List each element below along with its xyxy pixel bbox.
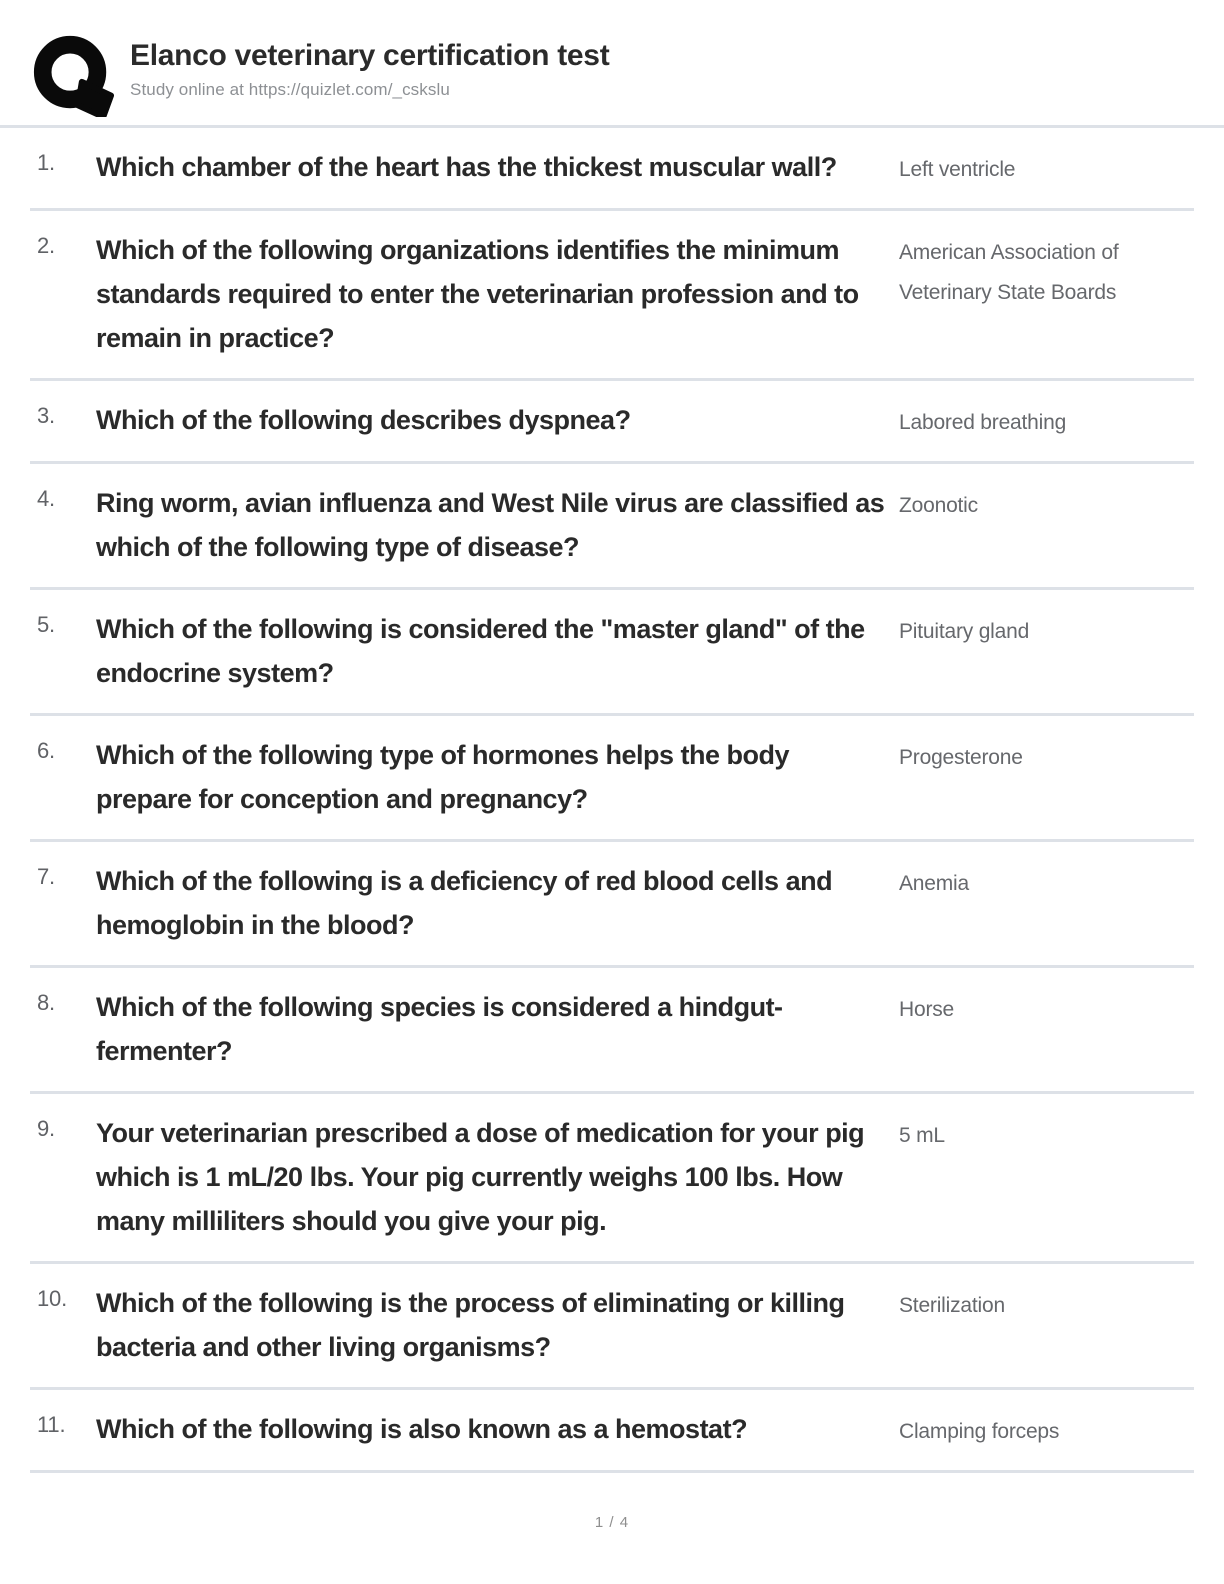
- answer-text: Labored breathing: [899, 411, 1067, 434]
- qa-row-2: [30, 211, 1194, 381]
- answer-text: Sterilization: [899, 1294, 1005, 1317]
- question-number: 4.: [37, 486, 55, 511]
- answer-text: Clamping forceps: [899, 1420, 1060, 1443]
- question-text: Which of the following describes dyspnea?: [96, 405, 631, 435]
- qa-row-9: [30, 1094, 1194, 1264]
- answer-text: Anemia: [899, 872, 970, 895]
- answer-text: Left ventricle: [899, 158, 1016, 181]
- question-text: Which chamber of the heart has the thickest muscular wall?: [96, 152, 837, 182]
- page-title: Elanco veterinary certification test: [130, 39, 610, 72]
- page-number: 1 / 4: [594, 1514, 630, 1531]
- answer-text: 5 mL: [899, 1124, 945, 1147]
- qa-row-8: [30, 968, 1194, 1094]
- question-number: 6.: [37, 738, 55, 763]
- question-number: 7.: [37, 864, 55, 889]
- question-number: 3.: [37, 403, 55, 428]
- qa-row-3: [30, 381, 1194, 464]
- answer-text: Zoonotic: [899, 494, 978, 517]
- quizlet-q-logo-icon: [30, 33, 116, 117]
- question-number: 1.: [37, 150, 55, 175]
- answer-text: American Association of Veterinary State Boards: [899, 241, 1119, 304]
- question-number: 5.: [37, 612, 55, 637]
- question-text: Which of the following is the process of eliminating or killing bacteria and other living organisms?: [96, 1288, 845, 1362]
- question-text: Which of the following species is considered a hindgut-fermenter?: [96, 992, 783, 1066]
- qa-row-4: [30, 464, 1194, 590]
- question-number: 11.: [37, 1412, 66, 1437]
- question-number: 8.: [37, 990, 55, 1015]
- question-number: 9.: [37, 1116, 55, 1141]
- question-list: [30, 128, 1194, 1473]
- header: [0, 0, 1224, 128]
- question-text: Which of the following organizations identifies the minimum standards required to enter the veterinarian profession and to remain in practice?: [96, 235, 859, 353]
- qa-row-10: [30, 1264, 1194, 1390]
- question-text: Your veterinarian prescribed a dose of medication for your pig which is 1 mL/20 lbs. Your pig currently weighs 100 lbs. How many milliliters should you give your pig.: [96, 1118, 865, 1236]
- question-text: Which of the following is considered the "master gland" of the endocrine system?: [96, 614, 865, 688]
- question-number: 10.: [37, 1286, 67, 1311]
- study-online-url: Study online at https://quizlet.com/_cskslu: [130, 80, 450, 99]
- qa-row-11: [30, 1390, 1194, 1473]
- qa-row-1: [30, 128, 1194, 211]
- question-text: Which of the following is a deficiency of red blood cells and hemoglobin in the blood?: [96, 866, 833, 940]
- qa-row-7: [30, 842, 1194, 968]
- qa-row-5: [30, 590, 1194, 716]
- question-text: Which of the following is also known as a hemostat?: [96, 1414, 748, 1444]
- qa-row-6: [30, 716, 1194, 842]
- header-text: [130, 33, 609, 100]
- answer-text: Pituitary gland: [899, 620, 1030, 643]
- question-text: Which of the following type of hormones helps the body prepare for conception and pregnancy?: [96, 740, 789, 814]
- question-number: 2.: [37, 233, 55, 258]
- footer: [0, 1514, 1224, 1532]
- answer-text: Horse: [899, 998, 955, 1021]
- question-text: Ring worm, avian influenza and West Nile virus are classified as which of the following type of disease?: [96, 488, 885, 562]
- answer-text: Progesterone: [899, 746, 1023, 769]
